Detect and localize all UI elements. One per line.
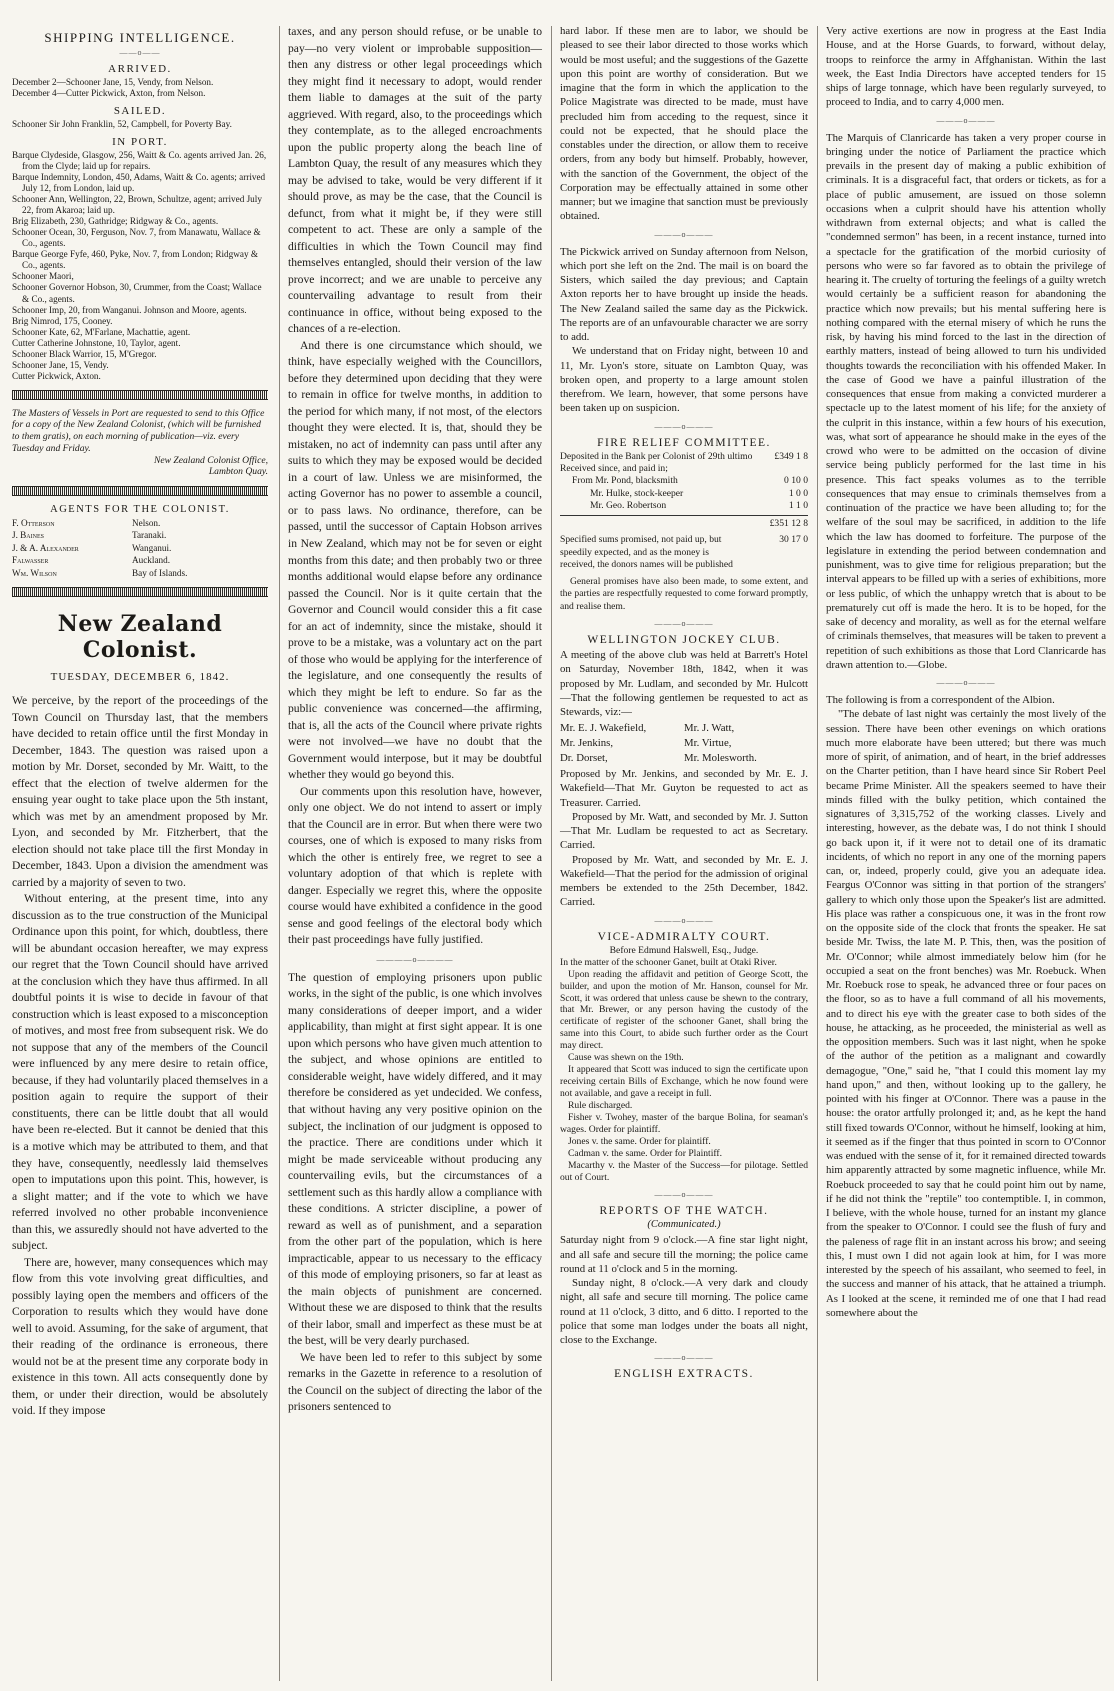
inport-item: Brig Elizabeth, 230, Gathridge; Ridgway & Co., agents. [12, 216, 219, 227]
extract-paragraph: "The debate of last night was certainly the most lively of the session. There have been other evenings on which orations much more elaborate have been uttered; but there was much more of spirit, of animation, and of heart, in the brief addresses on the Charter petition, than I have heard since Sir Robert Peel became Prime Minister. All the speakers seemed to have their minds filled with the bulky petition, which contained the signatures of 3,315,752 of the working classes. Lively and interesting, however, as the debate was, I do not think I should go back upon it, if it were not to detail one of its dramatic incidents, of which no report in any one of the morning papers can, or, indeed, properly could, give you an adequate idea. Feargus O'Connor was sitting in that portion of the strangers' gallery to which only those upon the Speaker's list are admitted. His place was rather a conspicuous one, it was in the front row on the opposite side of the clock that fronts the speaker. He sat beside Mr. Twiss, the late M. P. This, then, was the position of Mr. O'Connor; while almost immediately below him (for he occupied a seat on the front benches) was Mr. Roebuck. When Mr. Roebuck rose to speak, he advanced three or four paces on the floor, so as to have a full command of all his movements, and to direct his eye with the greater case to both sides of the house, he attacking, as he proceeded, the ministerial as well as the opposition members. Such was it last night, when he spoke of the author of the petition as a malignant and cowardly demagogue, "One," said he, "that I could this moment lay my hand upon," and then, without looking up to the gallery, he pointed with his finger at O'Connor. There was a pause in the house: the orator artfully prolonged it; and, as he kept the hand still fixed towards O'Connor, without he himself, looking at him, it seemed as if the finger that thus pointed in scorn to O'Connor was endued with the sense of it, for it remained directed towards him apparently attracted by some magnetic influence, while Mr. Roebuck proceeded to say that he could point him out by name, if he did not think the "reptile" too contemptible. I, in common, I believe, with the whole house, turned for an instant my glance from the speaker to O'Connor. I could see the flush of fury and the paleness of rage flit in an instant across his brow; and seeing this, I must own I did not again look at him, for I was more interested by the speech of his assailant, who seemed to feel, in the success and manner of his attack, that he attained a triumph. As I looked at the scene, it reminded me of one that I had read somewhere about the [826, 708, 1106, 1319]
account-label: Mr. Hulke, stock-keeper [590, 487, 684, 499]
account-amount: 30 17 0 [779, 534, 808, 546]
account-row [560, 475, 808, 487]
masthead-date: TUESDAY, DECEMBER 6, 1842. [50, 671, 230, 684]
account-row [560, 488, 808, 500]
extract-paragraph: The following is from a correspondent of the Albion. [826, 694, 1055, 706]
court-paragraph: Cause was shewn on the 19th. [568, 1052, 684, 1064]
court-paragraph: It appeared that Scott was induced to sign the certificate upon receiving certain Bills of Exchange, which he now found were not available, and gave a receipt in full. [560, 1064, 808, 1100]
article-paragraph: hard labor. If these men are to labor, we should be pleased to see their labor directed to those works which would be most useful; and the suggestions of the Gazette upon this point are worthy of consideration. But we imagine that the form in which the application to the Police Magistrate was directed to be made, must have precluded him from acceding to the request, since it could not be expected, that he should place the constables under the direction, or allow them to receive orders, from any body but himself. Probably, however, with the sanction of the Government, the object of the Corporation may be effectually attained in some other manner; but we imagine that sanction must be previously obtained. [560, 25, 808, 223]
watch-subtitle: (Communicated.) [647, 1219, 721, 1231]
agents-title: AGENTS FOR THE COLONIST. [50, 503, 230, 515]
inport-item: Schooner Jane, 15, Vendy. [12, 359, 109, 370]
jockey-paragraph: A meeting of the above club was held at Barrett's Hotel on Saturday, November 18th, 1842, when it was proposed by Mr. Ludlam, and seconded by Mr. Hulcott—That the following gentlemen be requested to act as Stewards, viz:— [560, 649, 808, 719]
court-paragraph: Upon reading the affidavit and petition of George Scott, the builder, and upon the motion of Mr. Hanson, counsel for Mr. Scott, it was ordered that unless cause be shewn to the contrary, that Mr. Brewer, or any person having the custody of the certificate of register of the schooner Ganet, shall bring the same into this Court, to abide such further order as the Court may direct. [560, 968, 808, 1052]
jockey-title: WELLINGTON JOCKEY CLUB. [587, 634, 781, 647]
agent-row [12, 529, 268, 541]
account-row [560, 534, 808, 571]
extract-paragraph: The Marquis of Clanricarde has taken a very proper course in bringing under the notice of Parliament the practice which prevails in the present day of making a public exhibition of criminals. It is a disgraceful fact, that orders or tickets, as for a place of public amusement, are issued on those solemn occasions when a culprit should have his attention wholly withdrawn from external objects; and what is called the "condemned sermon" has been, in a recent instance, turned into a spectacle for the gratification of the morbid curiosity of persons who were so far favored as to obtain the privilege of hearing it. The cruelty of torturing the feelings of a guilty wretch would certainly be a sufficient reason for abandoning the practice which now prevails; but his mental suffering here is nothing compared with the eternal misery of which he runs the risk, by having his mind forced to the last in the direction of earthly matters, instead of being allowed to turn his undivided thoughts towards the reconciliation with his offended Maker. In the case of Good we have a painful illustration of the consequences that ensue from making a convicted murderer a spectacle up to the latest moment of his life; for the anxiety of the culprit in this instance, within a few hours of his execution, was, what sort of appearance he should make in the eyes of the crowd who were to be admitted on the occasion of divine service being publicly performed for the last time in his presence. This fact speaks volumes as to the terrible consequences that may ensue to criminals themselves from a continuation of the practice we have been alluding to; for the welfare of the soul may be sacrificed, in addition to the life which the law has doomed to forfeiture. The purpose of the legislature in extending the period between condemnation and punishment, was to give time for religious preparation; but the interval appears to be filled up with a series of exhibitions, more or less public, of which the unhappy wretch that is about to be prematurely cut off is made the hero. It is to be hoped, for the sake of decency and morality, as well as for the eternal welfare of criminals themselves, that measures will be taken to prevent a repetition of such exhibitions as those that Lord Clanricarde has drawn attention to.—Globe. [826, 131, 1106, 671]
article-paragraph: Without entering, at the present time, into any discussion as to the true construction of the Municipal Ordinance upon this point, for which, doubtless, there will be abundant occasion hereafter, we may express our regret that the Town Council should have arrived at the conclusion which they have thus affirmed. In all doubtful points it is wise to decide in favour of that construction which is least exposed to a misconception of motives, and most free from subsequent risk. We do not suppose that any of the members of the Council were influenced by any mere desire to retain office, because, if they had voluntarily placed themselves in a position again to require the support of their constituents, there can be little doubt that all would have been re-elected. But it cannot be denied that this is a motive which may be attributed to them, and that they have, consequently, needlessly laid themselves open to imputations upon this point. This, however, is a slight matter; and if the vote to which we have referred involved no other probable inconvenience than this, we assuredly should not have adverted to the subject. [12, 892, 268, 1253]
notice-signature: New Zealand Colonist Office, [153, 454, 268, 466]
arrived-item: December 4—Cutter Pickwick, Axton, from Nelson. [12, 88, 206, 99]
steward: Mr. Virtue, [684, 736, 732, 749]
account-row [560, 500, 808, 512]
steward: Dr. Dorset, [560, 751, 608, 764]
watch-paragraph: Sunday night, 8 o'clock.—A very dark and cloudy night, all safe and secure till morning. The police came round at 11 o'clock, 3 ditto, and 6 ditto. I reported to the police that some man lodges under the boats all night, close to the Exchange. [560, 1277, 808, 1346]
article-paragraph: The question of employing prisoners upon public works, in the sight of the public, is one which involves many considerations of deeper import, and a wider applicability, than might at first sight appear. It is one upon which persons who have given much attention to the subject, and whose opinions are entitled to considerable weight, have widely differed, and it may therefore be considered as yet undecided. We confess, that without having any very positive opinion on the subject, the inclination of our judgment is opposed to the practice. There are conditions under which it might be made serviceable without producing any countervailing evils, but the circumstances of a settlement such as this hardly allow a compliance with these conditions. A stricter discipline, a power of reward as well as of punishment, and a separation from the other part of the population, which is here impracticable, appear to us necessary to the efficacy of this mode of employing prisoners, so far at least as the main objects of punishment are concerned. Without these we are disposed to think that the results of their labor, small and imperfect as these must be at the best, will be very dearly purchased. [288, 970, 542, 1348]
article-paragraph: Our comments upon this resolution have, however, only one object. We do not intend to assert or imply that the Council are in error. But when there were two courses, one of which is exposed to many risks from which the other is entirely free, we regret to see a voluntary adoption of that which is replete with danger. Especially we regret this, where the opposite course would have exhibited a confidence in the good sense and good feelings of the electoral body which their past proceedings have fully justified. [288, 784, 542, 947]
stewards-list [560, 721, 808, 765]
agent-row [12, 567, 268, 579]
agent-name: J. Baines [12, 530, 44, 541]
agent-name: Falwasser [12, 555, 49, 566]
news-paragraph: The Pickwick arrived on Sunday afternoon from Nelson, which port she left on the 2nd. The mail is on board the Sisters, which sailed the day previous; and Captain Axton reports her to have brought up inside the heads. The New Zealand sailed the same day as the Pickwick. The reports are of an unfavourable character we are sorry to add. [560, 245, 808, 343]
divider: ———o——— [654, 229, 714, 239]
arrived-heading: ARRIVED. [108, 63, 172, 75]
jockey-paragraph: Proposed by Mr. Watt, and seconded by Mr. E. J. Wakefield—That the period for the admission of original members be extended to the 25th December, 1842. Carried. [560, 853, 808, 909]
watch-paragraph: Saturday night from 9 o'clock.—A fine star light night, and all safe and secure till the morning; the police came round at 11 o'clock and 5 in the morning. [560, 1234, 808, 1275]
notice-text: The Masters of Vessels in Port are requested to send to this Office for a copy of the New Zealand Colonist, (which will be furnished to them gratis), on each morning of publication—viz. every Tuesday and Friday. [12, 407, 265, 454]
steward: Mr. Molesworth. [684, 751, 757, 764]
agent-row [12, 554, 268, 566]
divider: ———o——— [654, 915, 714, 925]
masthead-title: New Zealand Colonist. [57, 611, 223, 664]
column-3 [556, 24, 812, 1681]
account-note: General promises have also been made, to some extent, and the parties are respectfully requested to come forward promptly, and realise them. [560, 575, 808, 612]
agent-name: F. Otterson [12, 517, 55, 528]
account-amount: £349 1 8 [774, 450, 808, 462]
sailed-item: Schooner Sir John Franklin, 52, Campbell, for Poverty Bay. [12, 119, 232, 130]
inport-item: Barque George Fyfe, 460, Pyke, Nov. 7, from London; Ridgway & Co., agents. [12, 249, 258, 271]
court-case: Cadman v. the same. Order for Plaintiff. [568, 1148, 722, 1160]
account-label: Specified sums promised, not paid up, but speedily expected, and as the money is received, the donors names will be published [560, 534, 733, 571]
divider: ———o——— [654, 421, 714, 431]
divider: ———o——— [654, 1353, 714, 1363]
agent-row [12, 542, 268, 554]
account-total-row [560, 515, 808, 530]
agent-place: Wanganui. [132, 542, 172, 553]
court-case: Macarthy v. the Master of the Success—for pilotage. Settled out of Court. [560, 1160, 808, 1184]
inport-item: Schooner Black Warrior, 15, M'Gregor. [12, 348, 157, 359]
court-paragraph: Rule discharged. [568, 1100, 633, 1112]
column-rule [551, 26, 552, 1681]
agent-row [12, 517, 268, 529]
inport-item: Schooner Ann, Wellington, 22, Brown, Schultze, agent; arrived July 22, from Akaroa; laid up. [12, 194, 262, 216]
agent-name: Wm. Wilson [12, 567, 57, 578]
inport-item: Brig Nimrod, 175, Cooney. [12, 315, 113, 326]
shipping-title: SHIPPING INTELLIGENCE. [44, 30, 236, 45]
agent-place: Taranaki. [132, 530, 167, 541]
article-paragraph: There are, however, many consequences which may flow from this vote involving great difficulties, and possibly laying open the members and officers of the Corporation to results which they would have done well to avoid. Assuming, for the sake of argument, that their reading of the ordinance is erroneous, there would not be at the present time any corporate body in existence in this town. All acts consequently done by them, or under their direction, would be absolutely void. If they impose [12, 1255, 268, 1418]
account-amount: 1 1 0 [788, 500, 808, 512]
divider: ———o——— [936, 678, 996, 687]
agent-place: Nelson. [132, 517, 161, 528]
account-row [560, 451, 808, 463]
account-amount: 0 10 0 [784, 475, 808, 487]
fire-account [560, 451, 808, 614]
account-amount: 1 0 0 [788, 487, 808, 499]
arrived-item: December 2—Schooner Jane, 15, Vendy, from Nelson. [12, 77, 214, 87]
masters-notice [12, 408, 268, 478]
column-2 [284, 24, 546, 1681]
news-paragraph: We understand that on Friday night, between 10 and 11, Mr. Lyon's store, situate on Lambton Quay, was broken open, and property to a large amount stolen therefrom. We learn, however, that some persons have been taken up on suspicion. [560, 345, 808, 415]
court-judge: Before Edmund Halswell, Esq., Judge. [609, 944, 759, 956]
inport-item: Schooner Kate, 62, M'Farlane, Machattie, agent. [12, 326, 191, 337]
jockey-paragraph: Proposed by Mr. Watt, and seconded by Mr. J. Sutton—That Mr. Ludlam be requested to act as Secretary. Carried. [560, 810, 808, 852]
article-paragraph: We have been led to refer to this subject by some remarks in the Gazette in reference to a resolution of the Council on the subject of directing the labor of the prisoners sentenced to [288, 1350, 542, 1414]
account-label: Mr. Geo. Robertson [590, 500, 667, 512]
column-rule [279, 26, 280, 1681]
column-rule [817, 26, 818, 1681]
inport-heading: IN PORT. [112, 136, 168, 149]
divider: ———o——— [936, 115, 996, 125]
account-total: £351 12 8 [769, 517, 808, 529]
ornamental-rule [12, 486, 268, 496]
inport-item: Schooner Imp, 20, from Wanganui. Johnson and Moore, agents. [12, 304, 247, 315]
inport-item: Barque Clydeside, Glasgow, 256, Waitt & Co. agents arrived Jan. 26, from the Clyde; laid up for repairs. [12, 150, 267, 172]
court-case: Fisher v. Twohey, master of the barque Bolina, for seaman's wages. Order for plaintiff. [560, 1112, 808, 1136]
steward: Mr. E. J. Wakefield, [560, 722, 647, 735]
agents-list [12, 517, 268, 579]
agent-place: Bay of Islands. [132, 567, 188, 578]
ornamental-rule [12, 587, 268, 597]
inport-item: Schooner Maori, [12, 271, 74, 282]
jockey-paragraph: Proposed by Mr. Jenkins, and seconded by Mr. E. J. Wakefield—That Mr. Guyton be requested to act as Treasurer. Carried. [560, 768, 808, 809]
agent-place: Auckland. [132, 555, 171, 566]
divider: ————o———— [376, 954, 454, 964]
inport-item: Barque Indemnity, London, 450, Adams, Waitt & Co. agents; arrived July 12, from London, laid up. [12, 172, 266, 194]
inport-item: Cutter Pickwick, Axton. [12, 370, 101, 381]
court-matter: In the matter of the schooner Ganet, built at Otaki River. [560, 956, 777, 968]
extract-paragraph: Very active exertions are now in progress at the East India House, and at the Horse Guards, to forward, without delay, troops to reinforce the army in Affghanistan. Within the last week, the East India Directors have accepted tenders for 15 ships of large tonnage, which have been regularly surveyed, to proceed to India, and to carry 4,000 men. [826, 25, 1106, 109]
watch-title: REPORTS OF THE WATCH. [599, 1205, 769, 1218]
divider: ———o——— [654, 619, 714, 629]
agent-name: J. & A. Alexander [12, 542, 79, 553]
sailed-heading: SAILED. [113, 105, 167, 118]
account-label: From Mr. Pond, blacksmith [572, 475, 678, 487]
court-title: VICE-ADMIRALTY COURT. [597, 930, 771, 943]
inport-item: Cutter Catherine Johnstone, 10, Taylor, agent. [12, 337, 181, 348]
article-paragraph: taxes, and any person should refuse, or be unable to pay—no very violent or improbable supposition—then any distress or other legal proceedings which they might find it necessary to adopt, would render them liable to damages at the suit of the party aggrieved. With regard, also, to the proceedings which they contemplate, as to the alleged encroachments upon the public property along the beach line of Lambton Quay, the result of any measures which they may be advised to take, would be very different if it should prove, as may be the case, that the Council is defunct, from what it might be, if they were still competent to act. These are only a sample of the difficulties in which the Town Council may find themselves entangled, should their version of the law prove incorrect; and we are unable to perceive any countervailing advantage to result from their continuance in office, without being exposed to the chances of a re-election. [288, 25, 542, 336]
ornamental-rule [12, 390, 268, 400]
divider: ——o—— [119, 48, 161, 57]
court-case: Jones v. the same. Order for plaintiff. [568, 1136, 711, 1148]
steward: Mr. Jenkins, [560, 736, 614, 749]
article-paragraph: And there is one circumstance which should, we think, have especially weighed with the Councillors, before they determined upon deciding that they were to remain in office for twelve months, in addition to the period for which many, if not most, of the electors thought they were elected. It is, that, should they be mistaken, no act of indemnity can pass until after any suits to which they may be exposed would be decided in a court of law. Unless we are misinformed, the acting Governor has no power to assemble a council, or to pass laws. No ordinance, therefore, can be passed, until the successor of Captain Hobson arrives in New Zealand, which may not be for seven or eight months from this date; and then probably two or three months additional would elapse before any ordinance passed the Council. Nor is it quite certain that the Governor and Council would consider this a fit case for an act of indemnity, since the mistake, should it prove to be a mistake, was a voluntary act on the part of those who would be applying for the interference of the legislature, and one consequently the results of which they might be left to endure. So far as the public convenience was concerned—the affirming, that is, all the acts of the Council where private rights were not involved—we have no doubt that the Government would interpose, but it may be doubtful whether they would go beyond this. [288, 338, 542, 782]
fire-title: FIRE RELIEF COMMITTEE. [597, 436, 771, 449]
column-4 [822, 24, 1110, 1681]
column-1 [8, 24, 274, 1681]
account-subheading: Received since, and paid in; [560, 462, 668, 474]
steward: Mr. J. Watt, [684, 722, 735, 735]
article-paragraph: We perceive, by the report of the proceedings of the Town Council on Thursday last, that the members have decided to retain office until the first Monday in December, 1843. The question was raised upon a motion by Mr. Dorset, seconded by Mr. Waitt, to the effect that the election of twelve aldermen for the ensuing year ought to take place upon the 5th instant, which was met by an amendment proposed by Mr. Lyon, and seconded by Mr. Fitzherbert, that the election should not take place till the first Monday in December, 1843. Upon a division the amendment was carried by a majority of seven to two. [12, 694, 268, 889]
account-label: Deposited in the Bank per Colonist of 29th ultimo [560, 450, 753, 462]
inport-item: Schooner Governor Hobson, 30, Crummer, from the Coast; Wallace & Co., agents. [12, 282, 262, 304]
inport-item: Schooner Ocean, 30, Ferguson, Nov. 7, from Manawatu, Wallace & Co., agents. [12, 227, 261, 249]
extracts-title: ENGLISH EXTRACTS. [614, 1368, 754, 1381]
notice-signature: Lambton Quay. [208, 466, 268, 478]
divider: ———o——— [654, 1190, 714, 1200]
